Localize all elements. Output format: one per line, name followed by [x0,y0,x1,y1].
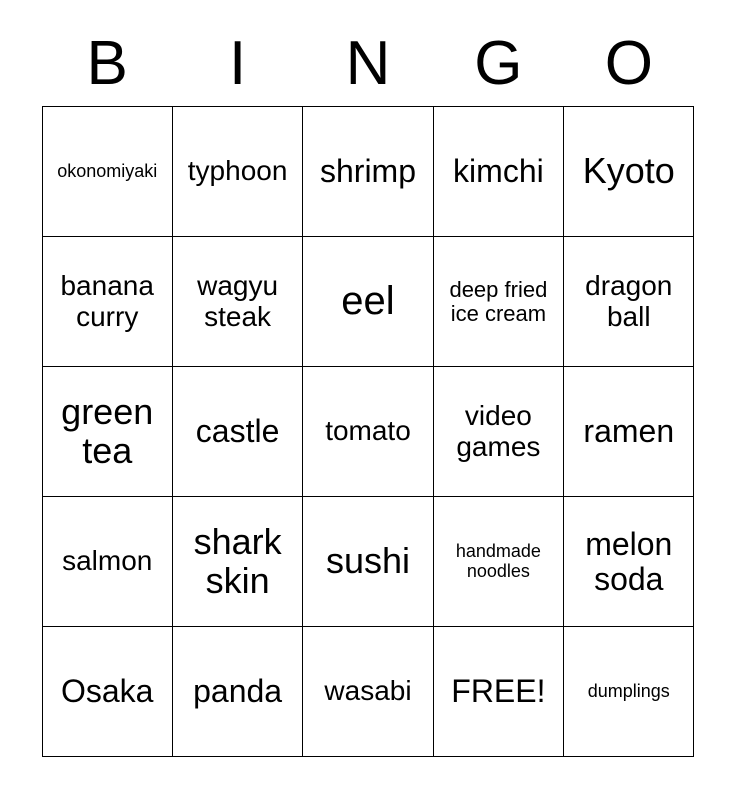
bingo-cell[interactable]: salmon [42,497,172,627]
bingo-cell[interactable]: Osaka [42,627,172,757]
bingo-header-letter-i: I [228,29,247,98]
bingo-cell[interactable]: wagyu steak [172,237,302,367]
bingo-cell[interactable]: castle [172,367,302,497]
bingo-cell[interactable]: tomato [303,367,433,497]
bingo-cell[interactable]: banana curry [42,237,172,367]
bingo-row [42,107,694,237]
bingo-header-letter-n: N [345,29,391,98]
bingo-cell[interactable]: ramen [564,367,694,497]
bingo-cell[interactable]: melon soda [564,497,694,627]
bingo-header-letter-g: G [474,29,523,98]
bingo-cell-free[interactable]: FREE! [433,627,563,757]
bingo-cell[interactable]: dumplings [564,627,694,757]
bingo-cell[interactable]: kimchi [433,107,563,237]
bingo-cell[interactable]: handmade noodles [433,497,563,627]
bingo-cell[interactable]: green tea [42,367,172,497]
bingo-cell[interactable]: deep fried ice cream [433,237,563,367]
bingo-cell[interactable]: panda [172,627,302,757]
bingo-header-letter-o: O [604,29,653,98]
bingo-header-letter-b: B [86,29,128,98]
bingo-row [42,367,694,497]
bingo-cell[interactable]: typhoon [172,107,302,237]
bingo-cell[interactable]: wasabi [303,627,433,757]
bingo-cell[interactable]: Kyoto [564,107,694,237]
bingo-row [42,497,694,627]
bingo-row [42,237,694,367]
bingo-row [42,627,694,757]
bingo-cell[interactable]: dragon ball [564,237,694,367]
bingo-grid [42,106,695,757]
bingo-cell[interactable]: eel [303,237,433,367]
bingo-header [42,0,694,100]
bingo-cell[interactable]: shrimp [303,107,433,237]
bingo-cell[interactable]: video games [433,367,563,497]
bingo-cell[interactable]: okonomiyaki [42,107,172,237]
bingo-cell[interactable]: shark skin [172,497,302,627]
bingo-cell[interactable]: sushi [303,497,433,627]
